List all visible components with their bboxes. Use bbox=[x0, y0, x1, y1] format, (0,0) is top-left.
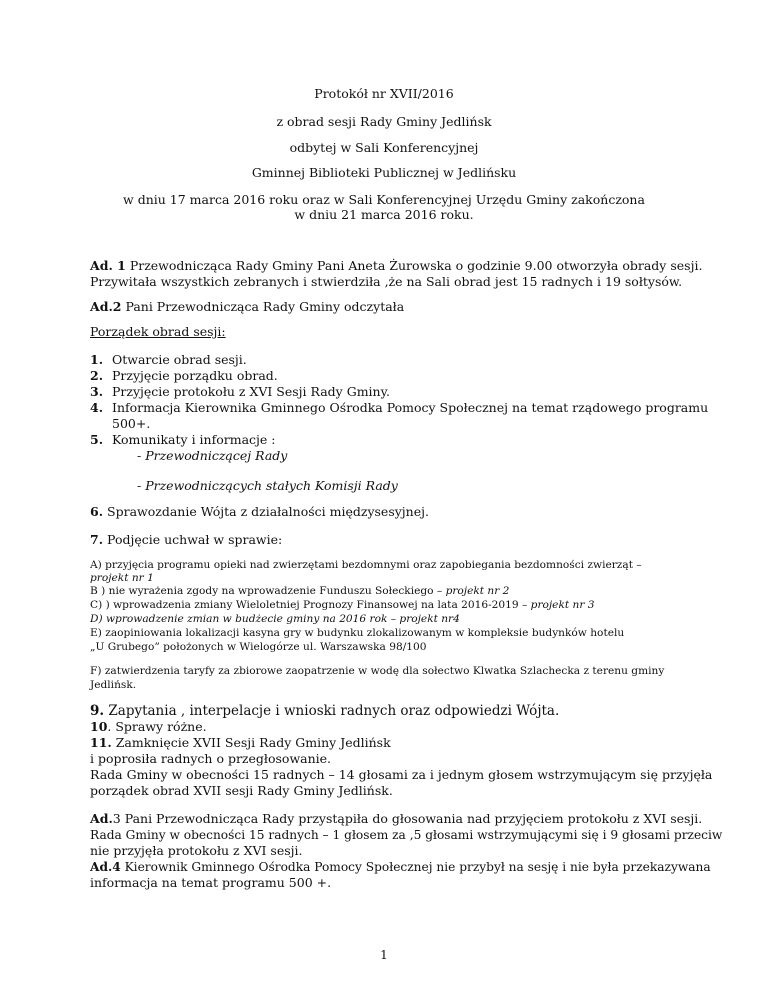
ad1-label: Ad. 1 bbox=[90, 258, 126, 273]
ad3-line-2: Rada Gminy w obecności 15 radnych – 1 głosem za ,5 głosami wstrzymującymi się i 9 głosami przeciw bbox=[90, 828, 723, 842]
agenda-item-num: 3. bbox=[90, 384, 104, 399]
resolution-b bbox=[90, 584, 680, 598]
ad3-line-1: Pani Przewodnicząca Rady przystąpiła do głosowania nad przyjęciem protokołu z XVI sesji. bbox=[120, 811, 703, 826]
resolution-d bbox=[90, 612, 680, 626]
agenda-item-7-num: 7. bbox=[90, 532, 104, 547]
agenda-item-num: 4. bbox=[90, 400, 104, 415]
header-line-4: Gminnej Biblioteki Publicznej w Jedlińsku bbox=[251, 165, 517, 180]
agenda-item-4 bbox=[90, 400, 709, 416]
ad3-paragraph bbox=[90, 811, 703, 827]
resolution-f-line-2: Jedlińsk. bbox=[90, 679, 137, 691]
header-line-2: z obrad sesji Rady Gminy Jedlińsk bbox=[276, 114, 492, 129]
ad4-line-2: informacja na temat programu 500 +. bbox=[90, 875, 332, 890]
resolution-a-line-2 bbox=[90, 571, 680, 585]
agenda-item-text: Przyjęcie porządku obrad. bbox=[112, 368, 278, 383]
agenda-item-6-num: 6. bbox=[90, 504, 104, 519]
agenda-item-text: Przyjęcie protokołu z XVI Sesji Rady Gminy. bbox=[112, 384, 390, 399]
agenda-item-10-num: 10 bbox=[90, 719, 108, 734]
resolution-a-project: projekt nr 1 bbox=[90, 572, 154, 584]
agenda-sub-chair bbox=[137, 448, 727, 464]
agenda-item-9-num: 9. bbox=[90, 703, 105, 719]
ad4-label: Ad.4 bbox=[90, 860, 121, 874]
page-number: 1 bbox=[380, 948, 388, 962]
resolution-d-text: D) wprowadzenie zmian w budżecie gminy na 2016 rok – projekt nr4 bbox=[90, 613, 460, 625]
agenda-item-num: 5. bbox=[90, 432, 104, 447]
resolution-b-text: B ) nie wyrażenia zgody na wprowadzenie Funduszu Sołeckiego – bbox=[90, 585, 446, 597]
agenda-sub-chair-text: - Przewodniczącej Rady bbox=[137, 448, 288, 463]
agenda-item-9-text: Zapytania , interpelacje i wnioski radnych oraz odpowiedzi Wójta. bbox=[104, 703, 560, 719]
ad3-label: Ad. bbox=[90, 811, 113, 826]
agenda-title: Porządek obrad sesji: bbox=[90, 324, 226, 339]
resolution-c-project: projekt nr 3 bbox=[530, 599, 595, 611]
ad2-text: Pani Przewodnicząca Rady Gminy odczytała bbox=[121, 299, 405, 314]
agenda-item-10-text: . Sprawy różne. bbox=[107, 719, 207, 734]
agenda-item-num: 2. bbox=[90, 368, 104, 383]
agenda-item-text: Otwarcie obrad sesji. bbox=[112, 352, 247, 367]
agenda-item-11-num: 11. bbox=[90, 735, 112, 750]
ad3-num: 3 bbox=[112, 811, 121, 826]
agenda-item-3 bbox=[90, 384, 680, 400]
agenda-item-11 bbox=[90, 735, 680, 751]
header-line-3: odbytej w Sali Konferencyjnej bbox=[289, 140, 479, 155]
header-line-6: w dniu 21 marca 2016 roku. bbox=[294, 207, 474, 222]
agenda-item-7 bbox=[90, 532, 680, 548]
vote-request: i poprosiła radnych o przegłosowanie. bbox=[90, 751, 332, 766]
agenda-item-7-text: Podjęcie uchwał w sprawie: bbox=[103, 532, 283, 547]
agenda-item-10 bbox=[90, 719, 680, 735]
ad1-line-2: Przywitała wszystkich zebranych i stwierdziła ,że na Sali obrad jest 15 radnych i 19 sołtysów. bbox=[90, 274, 683, 289]
agenda-item-4-continuation: 500+. bbox=[112, 416, 151, 431]
header-line-5: w dniu 17 marca 2016 roku oraz w Sali Konferencyjnej Urzędu Gminy zakończona bbox=[123, 192, 645, 207]
agenda-vote-result-cont: porządek obrad XVII sesji Rady Gminy Jedlińsk. bbox=[90, 783, 393, 798]
resolution-f-line-1: F) zatwierdzenia taryfy za zbiorowe zaopatrzenie w wodę dla sołectwo Klwatka Szlachecka z terenu gminy bbox=[90, 665, 665, 677]
agenda-item-11-text: Zamknięcie XVII Sesji Rady Gminy Jedlińsk bbox=[111, 735, 391, 750]
agenda-item-text: Informacja Kierownika Gminnego Ośrodka Pomocy Społecznej na temat rządowego programu bbox=[112, 400, 709, 415]
agenda-item-9 bbox=[90, 703, 680, 719]
resolution-c bbox=[90, 598, 680, 612]
ad2-label: Ad.2 bbox=[90, 299, 122, 314]
agenda-item-5 bbox=[90, 432, 680, 448]
agenda-item-6-text: Sprawozdanie Wójta z działalności międzysesyjnej. bbox=[103, 504, 429, 519]
resolution-c-text: C) ) wprowadzenia zmiany Wieloletniej Prognozy Finansowej na lata 2016-2019 – bbox=[90, 599, 531, 611]
agenda-item-6 bbox=[90, 504, 680, 520]
agenda-item-text: Komunikaty i informacje : bbox=[112, 432, 276, 447]
ad1-paragraph bbox=[90, 258, 703, 274]
ad4-line-1: Kierownik Gminnego Ośrodka Pomocy Społecznej nie przybył na sesję i nie była przekazywana bbox=[120, 860, 711, 874]
agenda-item-1 bbox=[90, 352, 680, 368]
agenda-item-num: 1. bbox=[90, 352, 104, 367]
agenda-vote-result: Rada Gminy w obecności 15 radnych – 14 głosami za i jednym głosem wstrzymującym się przyjęła bbox=[90, 767, 713, 782]
resolution-e-line-1: E) zaopiniowania lokalizacji kasyna gry w budynku zlokalizowanym w kompleksie budynków hotelu bbox=[90, 627, 625, 639]
agenda-sub-committees-text: - Przewodniczących stałych Komisji Rady bbox=[137, 478, 398, 493]
resolution-e-line-2: „U Grubego” położonych w Wielogórze ul. Warszawska 98/100 bbox=[90, 641, 427, 653]
agenda-item-2 bbox=[90, 368, 680, 384]
protocol-title: Protokół nr XVII/2016 bbox=[314, 86, 454, 101]
ad2-paragraph bbox=[90, 299, 680, 315]
resolution-b-project: projekt nr 2 bbox=[445, 585, 510, 597]
ad3-line-3: nie przyjęła protokołu z XVI sesji. bbox=[90, 843, 303, 858]
agenda-sub-committees bbox=[137, 478, 727, 494]
resolution-a-line-1: A) przyjęcia programu opieki nad zwierzętami bezdomnymi oraz zapobiegania bezdomności zwierząt – bbox=[90, 559, 642, 571]
ad4-paragraph bbox=[90, 859, 711, 875]
ad1-line-1: Przewodnicząca Rady Gminy Pani Aneta Żurowska o godzinie 9.00 otworzyła obrady sesji. bbox=[125, 258, 703, 273]
